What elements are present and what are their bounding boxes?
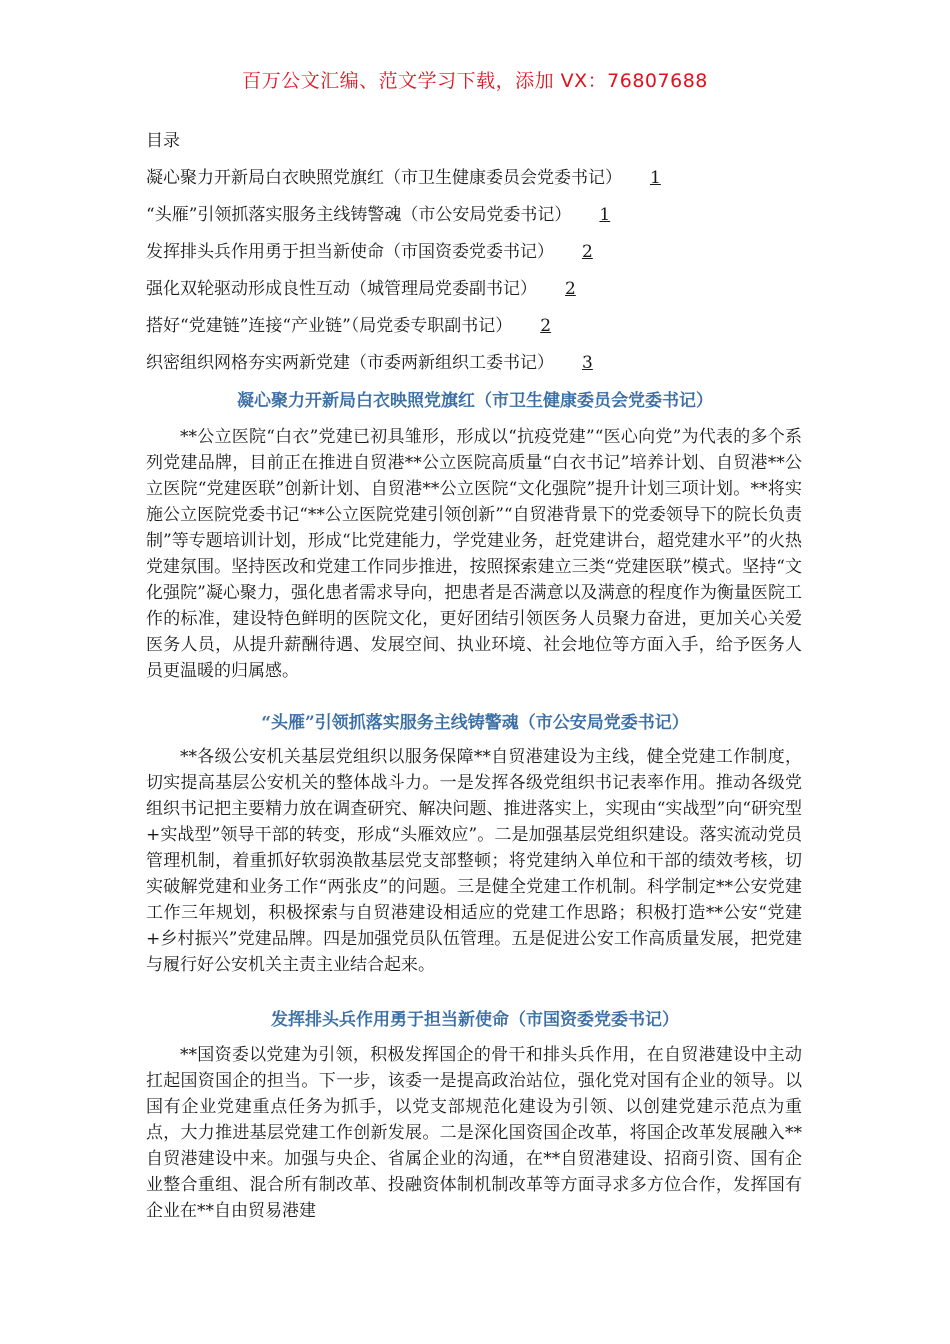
toc-item[interactable] — [146, 237, 826, 274]
toc-item[interactable] — [146, 311, 826, 348]
watermark-banner: 百万公文汇编、范文学习下载，添加 VX：76807688 — [242, 70, 708, 92]
section-paragraph: **各级公安机关基层党组织以服务保障**自贸港建设为主线，健全党建工作制度，切实提高基层公安机关的整体战斗力。一是发挥各级党组织书记表率作用。推动各级党组织书记把主要精力放在调查研究、解决问题、推进落实上，实现由“实战型”向“研究型+实战型”领导干部的转变，形成“头雁效应”。二是加强基层党组织建设。落实流动党员管理机制，着重抓好软弱涣散基层党支部整顿；将党建纳入单位和干部的绩效考核，切实破解党建和业务工作“两张皮”的问题。三是健全党建工作机制。科学制定**公安党建工作三年规划，积极探索与自贸港建设相适应的党建工作思路；积极打造**公安“党建+乡村振兴”党建品牌。四是加强党员队伍管理。五是促进公安工作高质量发展，把党建与履行好公安机关主责主业结合起来。 — [146, 747, 802, 975]
section-heading: 发挥排头兵作用勇于担当新使命（市国资委党委书记） — [271, 1010, 679, 1030]
toc-item-label[interactable]: “头雁”引领抓落实服务主线铸警魂（市公安局党委书记） — [146, 205, 572, 225]
section-paragraph: **公立医院“白衣”党建已初具雏形，形成以“抗疫党建”“医心向党”为代表的多个系列党建品牌，目前正在推进自贸港**公立医院高质量“白衣书记”培养计划、自贸港**公立医院“党建医联”创新计划、自贸港**公立医院“文化强院”提升计划三项计划。**将实施公立医院党委书记“**公立医院党建引领创新”“自贸港背景下的党委领导下的院长负责制”等专题培训计划，形成“比党建能力，学党建业务，赶党建讲台，超党建水平”的火热党建氛围。坚持医改和党建工作同步推进，按照探索建立三类“党建医联”模式。坚持“文化强院”凝心聚力，强化患者需求导向，把患者是否满意以及满意的程度作为衡量医院工作的标准，建设特色鲜明的医院文化，更好团结引领医务人员聚力奋进，更加关心关爱医务人员，从提升薪酬待遇、发展空间、执业环境、社会地位等方面入手，给予医务人员更温暖的归属感。 — [146, 427, 802, 681]
toc-item-label[interactable]: 凝心聚力开新局白衣映照党旗红（市卫生健康委员会党委书记） — [146, 168, 622, 188]
toc-page-link[interactable]: 2 — [565, 279, 576, 299]
section-paragraph: **国资委以党建为引领，积极发挥国企的骨干和排头兵作用，在自贸港建设中主动扛起国资国企的担当。下一步，该委一是提高政治站位，强化党对国有企业的领导。以国有企业党建重点任务为抓手，以党支部规范化建设为引领、以创建党建示范点为重点，大力推进基层党建工作创新发展。二是深化国资国企改革，将国企改革发展融入**自贸港建设中来。加强与央企、省属企业的沟通，在**自贸港建设、招商引资、国有企业整合重组、混合所有制改革、投融资体制机制改革等方面寻求多方位合作，发挥国有企业在**自由贸易港建 — [146, 1045, 802, 1221]
toc-item[interactable] — [146, 348, 826, 385]
toc-page-link[interactable]: 1 — [650, 168, 661, 188]
toc-item-label[interactable]: 强化双轮驱动形成良性互动（城管理局党委副书记） — [146, 279, 537, 299]
toc-page-link[interactable]: 2 — [540, 316, 552, 336]
toc-item[interactable] — [146, 163, 826, 200]
toc-page-link[interactable]: 3 — [582, 353, 593, 373]
toc-item-label[interactable]: 织密组织网格夯实两新党建（市委两新组织工委书记） — [146, 353, 554, 373]
section-heading: 凝心聚力开新局白衣映照党旗红（市卫生健康委员会党委书记） — [237, 391, 713, 411]
toc-item[interactable] — [146, 274, 826, 311]
toc-page-link[interactable]: 2 — [582, 242, 593, 262]
toc-page-link[interactable]: 1 — [599, 205, 611, 225]
toc-item-label[interactable]: 搭好“党建链”连接“产业链”（局党委专职副书记） — [146, 316, 513, 336]
toc-item-label[interactable]: 发挥排头兵作用勇于担当新使命（市国资委党委书记） — [146, 242, 554, 262]
section-heading: “头雁”引领抓落实服务主线铸警魂（市公安局党委书记） — [261, 713, 689, 733]
table-of-contents — [146, 163, 826, 385]
toc-item[interactable] — [146, 200, 826, 237]
toc-title: 目录 — [146, 131, 180, 151]
